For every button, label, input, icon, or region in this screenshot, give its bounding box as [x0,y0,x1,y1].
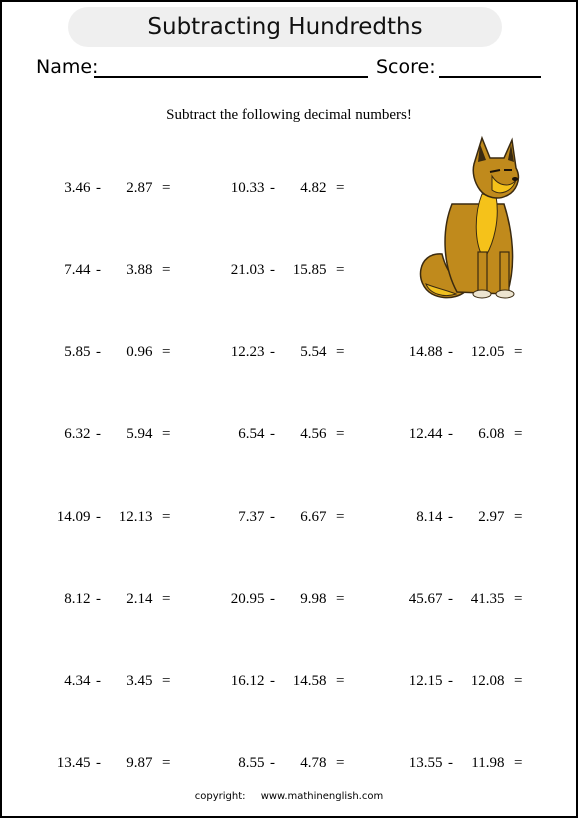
name-label: Name: [36,56,99,78]
problem-17: 4.34 - 3.45 = [64,673,171,689]
problem-19: 12.15 - 12.08 = [408,673,523,689]
problem-18: 16.12 - 14.58 = [230,673,345,689]
problem-12: 7.37 - 6.67 = [238,509,345,525]
instructions: Subtract the following decimal numbers! [166,107,412,123]
problem-11: 14.09 - 12.13 = [56,509,171,525]
problem-3: 7.44 - 3.88 = [64,262,171,278]
problem-20: 13.45 - 9.87 = [56,755,171,771]
problem-21: 8.55 - 4.78 = [238,755,345,771]
copyright-label: copyright: [194,791,246,802]
problem-2: 10.33 - 4.82 = [230,180,345,196]
problem-4: 21.03 - 15.85 = [230,262,345,278]
worksheet-title: Subtracting Hundredths [68,7,502,47]
problem-7: 14.88 - 12.05 = [408,344,523,360]
problem-13: 8.14 - 2.97 = [416,509,523,525]
problem-5: 5.85 - 0.96 = [64,344,171,360]
problem-22: 13.55 - 11.98 = [408,755,523,771]
fox-illustration [412,134,526,302]
problem-1: 3.46 - 2.87 = [64,180,171,196]
score-label: Score: [376,56,436,78]
problem-14: 8.12 - 2.14 = [64,591,171,607]
site-link[interactable]: www.mathinenglish.com [260,791,384,802]
problem-10: 12.44 - 6.08 = [408,426,523,442]
problem-16: 45.67 - 41.35 = [408,591,523,607]
problem-6: 12.23 - 5.54 = [230,344,345,360]
score-blank-line[interactable] [439,76,541,78]
problem-8: 6.32 - 5.94 = [64,426,171,442]
problem-15: 20.95 - 9.98 = [230,591,345,607]
name-blank-line[interactable] [94,76,368,78]
footer [0,791,578,802]
problem-9: 6.54 - 4.56 = [238,426,345,442]
